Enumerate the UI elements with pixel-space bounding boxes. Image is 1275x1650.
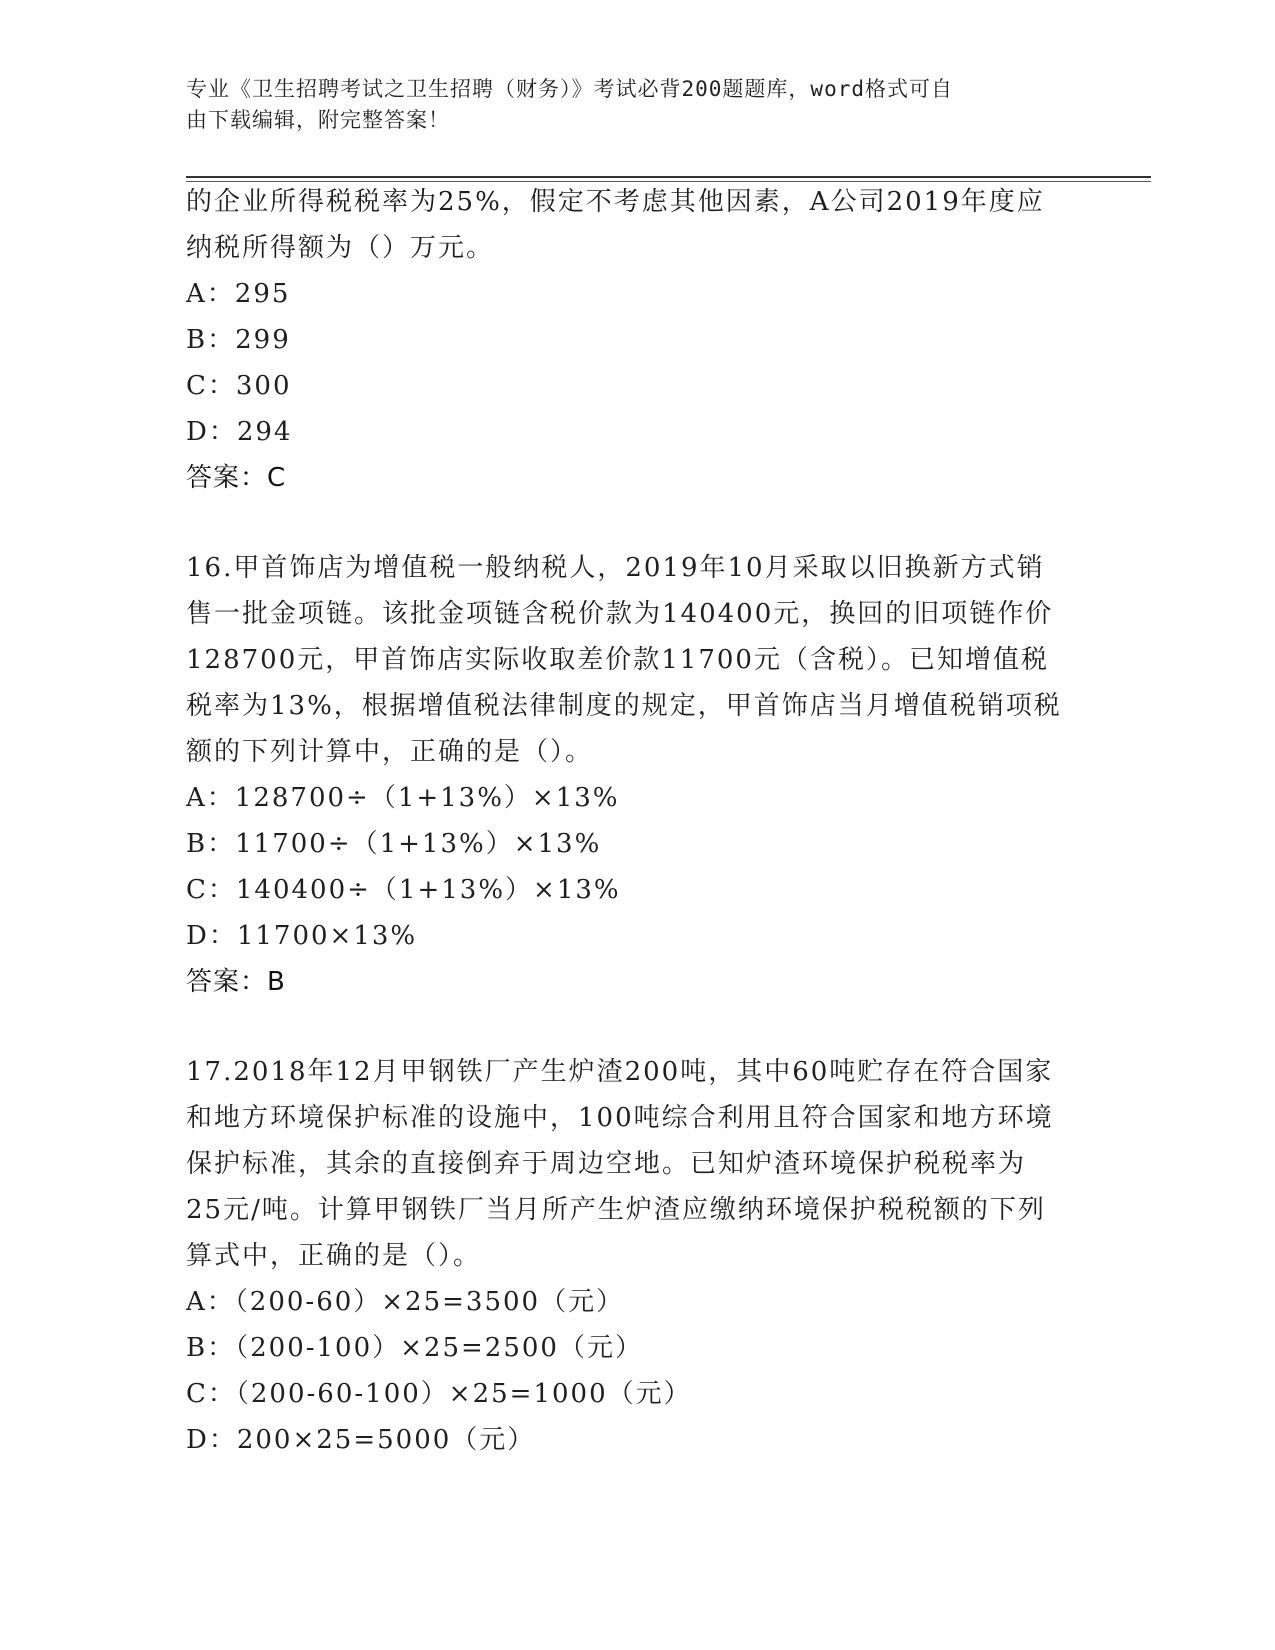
answer-line: 答案：B	[186, 967, 286, 997]
answer-line: 答案：C	[186, 463, 287, 493]
document-header	[186, 74, 1066, 136]
header-title-line-1: 专业《卫生招聘考试之卫生招聘（财务）》考试必背200题题库，word格式可自	[186, 77, 953, 101]
option-b: B：299	[186, 325, 291, 355]
question-stem-line: 128700元，甲首饰店实际收取差价款11700元（含税）。已知增值税	[186, 645, 1049, 675]
question-stem-line: 16.甲首饰店为增值税一般纳税人，2019年10月采取以旧换新方式销	[186, 553, 1045, 583]
question-stem-line: 售一批金项链。该批金项链含税价款为140400元，换回的旧项链作价	[186, 599, 1054, 629]
question-list	[186, 179, 1086, 1463]
question-stem-line: 额的下列计算中，正确的是（）。	[186, 737, 594, 767]
question-stem-line: 25元/吨。计算甲钢铁厂当月所产生炉渣应缴纳环境保护税税额的下列	[186, 1195, 1046, 1225]
question-stem-line: 税率为13%，根据增值税法律制度的规定，甲首饰店当月增值税销项税	[186, 691, 1062, 721]
option-c: C：140400÷（1+13%）×13%	[186, 875, 621, 905]
option-d: D：294	[186, 417, 293, 447]
header-divider-thick	[186, 176, 1151, 178]
option-b: B：11700÷（1+13%）×13%	[186, 829, 602, 859]
option-d: D：11700×13%	[186, 921, 418, 951]
option-c: C：（200-60-100）×25=1000（元）	[186, 1379, 692, 1409]
option-d: D：200×25=5000（元）	[186, 1425, 536, 1455]
question-stem-line: 算式中，正确的是（）。	[186, 1241, 482, 1271]
question-16	[186, 545, 1086, 1005]
option-a: A：295	[186, 279, 291, 309]
option-a: A：128700÷（1+13%）×13%	[186, 783, 620, 813]
question-stem-line: 17.2018年12月甲钢铁厂产生炉渣200吨，其中60吨贮存在符合国家	[186, 1057, 1054, 1087]
question-stem-line: 的企业所得税税率为25%，假定不考虑其他因素，A公司2019年度应	[186, 187, 1045, 217]
option-b: B：（200-100）×25=2500（元）	[186, 1333, 643, 1363]
question-stem-line: 保护标准，其余的直接倒弃于周边空地。已知炉渣环境保护税税率为	[186, 1149, 1027, 1179]
option-a: A：（200-60）×25=3500（元）	[186, 1287, 625, 1317]
option-c: C：300	[186, 371, 292, 401]
question-stem-line: 和地方环境保护标准的设施中，100吨综合利用且符合国家和地方环境	[186, 1103, 1054, 1133]
question-15	[186, 179, 1086, 501]
question-stem-line: 纳税所得额为（）万元。	[186, 233, 495, 263]
header-title-line-2: 由下载编辑，附完整答案！	[186, 108, 450, 132]
question-17	[186, 1049, 1086, 1463]
